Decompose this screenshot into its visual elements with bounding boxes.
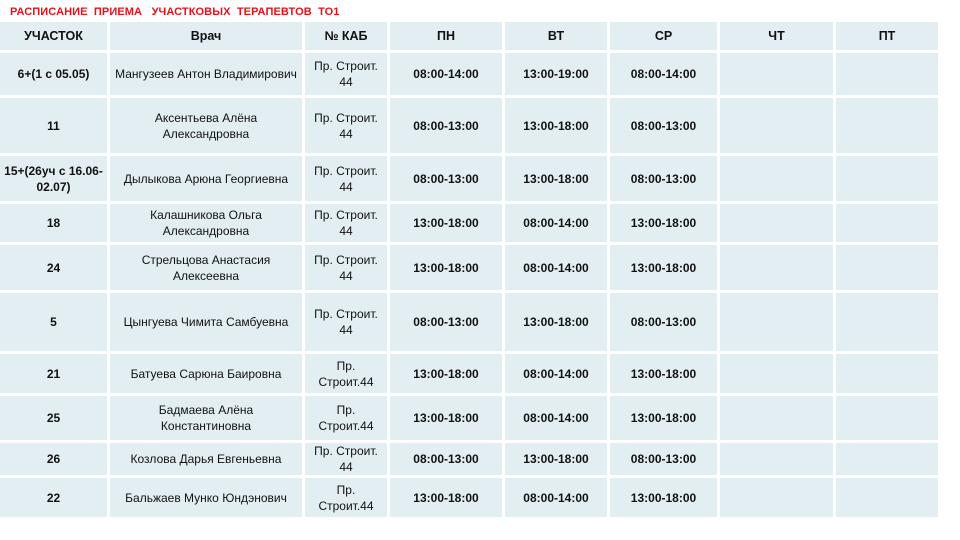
mon-cell: 08:00-13:00	[390, 156, 505, 204]
tue-cell: 08:00-14:00	[505, 204, 610, 245]
cabinet-cell: Пр. Строит. 44	[305, 53, 390, 98]
thu-cell	[720, 204, 836, 245]
cabinet-cell: Пр. Строит. 44	[305, 443, 390, 478]
cabinet-cell: Пр. Строит. 44	[305, 204, 390, 245]
uchastok-cell: 26	[0, 443, 110, 478]
doctor-cell: Аксентьева Алёна Александровна	[110, 98, 305, 156]
uchastok-cell: 22	[0, 478, 110, 520]
fri-cell	[836, 245, 941, 293]
fri-cell	[836, 443, 941, 478]
doctor-cell: Дылыкова Арюна Георгиевна	[110, 156, 305, 204]
tue-cell: 13:00-19:00	[505, 53, 610, 98]
table-row	[0, 245, 941, 293]
table-row	[0, 53, 941, 98]
fri-cell	[836, 204, 941, 245]
table-row	[0, 156, 941, 204]
col-header-wed: СР	[610, 22, 720, 53]
uchastok-cell: 11	[0, 98, 110, 156]
fri-cell	[836, 293, 941, 354]
doctor-cell: Цынгуева Чимита Самбуевна	[110, 293, 305, 354]
uchastok-cell: 15+(26уч с 16.06-02.07)	[0, 156, 110, 204]
uchastok-cell: 21	[0, 354, 110, 396]
cabinet-cell: Пр. Строит.44	[305, 396, 390, 443]
table-row	[0, 396, 941, 443]
tue-cell: 13:00-18:00	[505, 443, 610, 478]
thu-cell	[720, 245, 836, 293]
thu-cell	[720, 443, 836, 478]
table-row	[0, 478, 941, 520]
mon-cell: 08:00-13:00	[390, 293, 505, 354]
uchastok-cell: 18	[0, 204, 110, 245]
cabinet-cell: Пр. Строит. 44	[305, 98, 390, 156]
doctor-cell: Батуева Сарюна Баировна	[110, 354, 305, 396]
tue-cell: 13:00-18:00	[505, 293, 610, 354]
thu-cell	[720, 156, 836, 204]
cabinet-cell: Пр. Строит. 44	[305, 245, 390, 293]
uchastok-cell: 25	[0, 396, 110, 443]
header-row	[0, 22, 941, 53]
mon-cell: 13:00-18:00	[390, 245, 505, 293]
wed-cell: 08:00-13:00	[610, 98, 720, 156]
table-row	[0, 293, 941, 354]
fri-cell	[836, 396, 941, 443]
schedule-title: РАСПИСАНИЕ ПРИЕМА УЧАСТКОВЫХ ТЕРАПЕВТОВ ТО1	[10, 6, 340, 18]
fri-cell	[836, 156, 941, 204]
cabinet-cell: Пр. Строит. 44	[305, 156, 390, 204]
doctor-cell: Бальжаев Мунко Юндэнович	[110, 478, 305, 520]
mon-cell: 13:00-18:00	[390, 396, 505, 443]
fri-cell	[836, 354, 941, 396]
table-row	[0, 443, 941, 478]
thu-cell	[720, 293, 836, 354]
table-row	[0, 204, 941, 245]
doctor-cell: Мангузеев Антон Владимирович	[110, 53, 305, 98]
mon-cell: 08:00-13:00	[390, 98, 505, 156]
wed-cell: 13:00-18:00	[610, 478, 720, 520]
col-header-thu: ЧТ	[720, 22, 836, 53]
thu-cell	[720, 396, 836, 443]
wed-cell: 13:00-18:00	[610, 396, 720, 443]
tue-cell: 13:00-18:00	[505, 156, 610, 204]
doctor-cell: Калашникова Ольга Александровна	[110, 204, 305, 245]
doctor-cell: Бадмаева Алёна Константиновна	[110, 396, 305, 443]
tue-cell: 08:00-14:00	[505, 478, 610, 520]
thu-cell	[720, 478, 836, 520]
fri-cell	[836, 98, 941, 156]
fri-cell	[836, 53, 941, 98]
tue-cell: 08:00-14:00	[505, 354, 610, 396]
doctor-cell: Козлова Дарья Евгеньевна	[110, 443, 305, 478]
col-header-fri: ПТ	[836, 22, 941, 53]
cabinet-cell: Пр. Строит.44	[305, 354, 390, 396]
thu-cell	[720, 98, 836, 156]
thu-cell	[720, 354, 836, 396]
col-header-mon: ПН	[390, 22, 505, 53]
col-header-cabinet: № КАБ	[305, 22, 390, 53]
uchastok-cell: 5	[0, 293, 110, 354]
fri-cell	[836, 478, 941, 520]
thu-cell	[720, 53, 836, 98]
col-header-tue: ВТ	[505, 22, 610, 53]
schedule-table	[0, 22, 941, 520]
table-row	[0, 354, 941, 396]
table-row	[0, 98, 941, 156]
col-header-doctor: Врач	[110, 22, 305, 53]
cabinet-cell: Пр. Строит. 44	[305, 293, 390, 354]
mon-cell: 08:00-13:00	[390, 443, 505, 478]
doctor-cell: Стрельцова Анастасия Алексеевна	[110, 245, 305, 293]
mon-cell: 13:00-18:00	[390, 354, 505, 396]
mon-cell: 13:00-18:00	[390, 204, 505, 245]
mon-cell: 08:00-14:00	[390, 53, 505, 98]
wed-cell: 08:00-13:00	[610, 156, 720, 204]
mon-cell: 13:00-18:00	[390, 478, 505, 520]
tue-cell: 08:00-14:00	[505, 396, 610, 443]
uchastok-cell: 6+(1 с 05.05)	[0, 53, 110, 98]
cabinet-cell: Пр. Строит.44	[305, 478, 390, 520]
uchastok-cell: 24	[0, 245, 110, 293]
wed-cell: 08:00-14:00	[610, 53, 720, 98]
col-header-uchastok: УЧАСТОК	[0, 22, 110, 53]
wed-cell: 13:00-18:00	[610, 245, 720, 293]
tue-cell: 13:00-18:00	[505, 98, 610, 156]
wed-cell: 08:00-13:00	[610, 293, 720, 354]
wed-cell: 08:00-13:00	[610, 443, 720, 478]
wed-cell: 13:00-18:00	[610, 354, 720, 396]
tue-cell: 08:00-14:00	[505, 245, 610, 293]
wed-cell: 13:00-18:00	[610, 204, 720, 245]
